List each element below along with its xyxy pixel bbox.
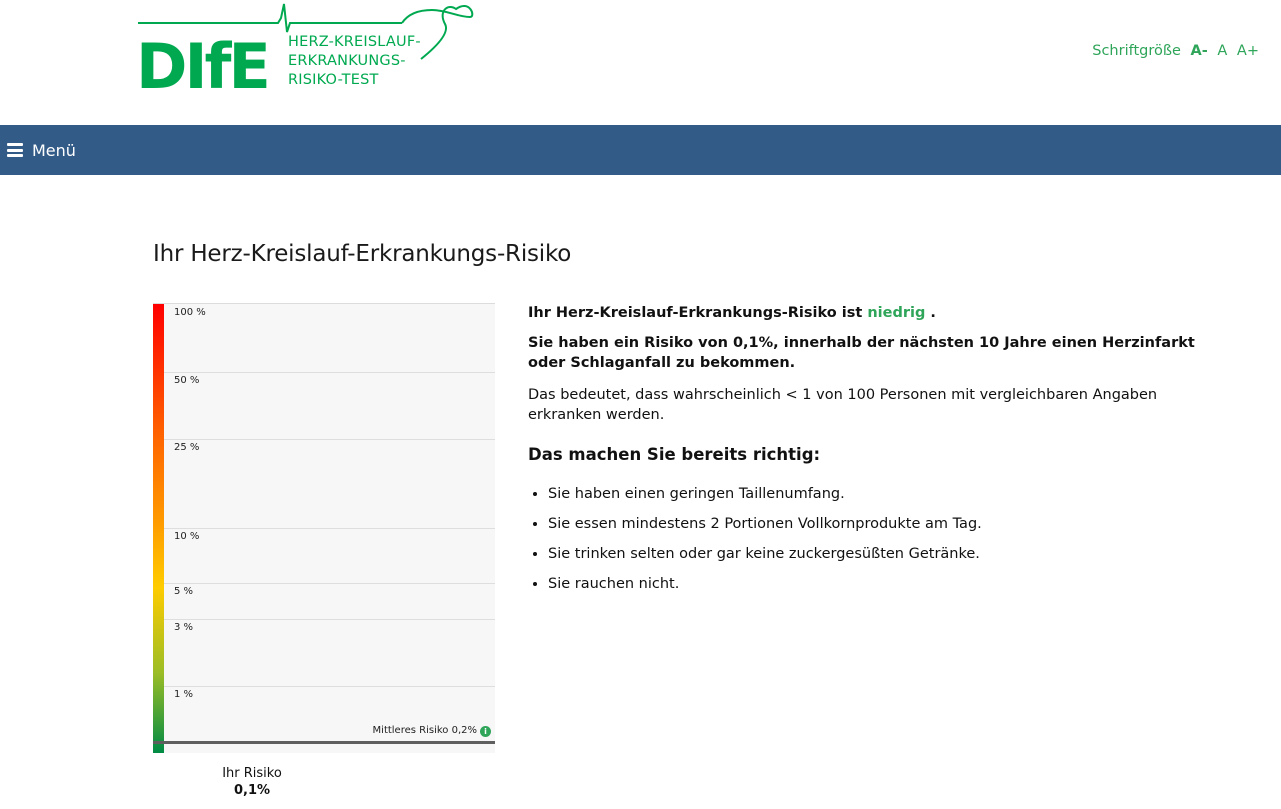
scale-gridline: [164, 528, 495, 529]
risk-chart: [153, 303, 495, 753]
risk-sentence: Sie haben ein Risiko von 0,1%, innerhalb der nächsten 10 Jahre einen Herzinfarkt oder Schlaganfall zu bekommen.: [528, 335, 1195, 371]
your-risk-label: Ihr Risiko: [222, 766, 282, 781]
info-icon[interactable]: i: [480, 726, 491, 737]
list-item: • Sie rauchen nicht.: [548, 574, 1228, 594]
average-risk-label: Mittleres Risiko 0,2%: [372, 725, 477, 736]
scale-tick-label: 10 %: [174, 531, 200, 542]
list-item: • Sie essen mindestens 2 Portionen Vollkornprodukte am Tag.: [548, 514, 1228, 534]
scale-tick-label: 1 %: [174, 689, 194, 700]
your-risk-value: 0,1%: [233, 783, 271, 798]
hamburger-icon: [7, 143, 23, 157]
logo[interactable]: [136, 2, 476, 92]
logo-text: [288, 33, 421, 90]
font-size-controls: [1092, 43, 1259, 59]
list-item: • Sie haben einen geringen Taillenumfang.: [548, 484, 1228, 504]
good-heading: Das machen Sie bereits richtig:: [528, 445, 821, 464]
risk-meaning: Das bedeutet, dass wahrscheinlich < 1 von 100 Personen mit vergleichbaren Angaben erkranken werden.: [528, 387, 1158, 423]
risk-level: niedrig: [867, 305, 926, 321]
font-size-label: Schriftgröße: [1092, 43, 1181, 59]
list-item: • Sie trinken selten oder gar keine zuckergesüßten Getränke.: [548, 544, 1228, 564]
menu-label: Menü: [32, 140, 76, 160]
logo-line: HERZ-KREISLAUF-: [288, 34, 421, 50]
scale-gridline: [164, 439, 495, 440]
font-size-decrease-button[interactable]: A-: [1190, 43, 1208, 59]
navbar: [0, 125, 1281, 175]
risk-intro: Ihr Herz-Kreislauf-Erkrankungs-Risiko ist: [528, 305, 863, 321]
page-title: Ihr Herz-Kreislauf-Erkrankungs-Risiko: [153, 241, 572, 267]
svg-text:DIfE: DIfE: [136, 30, 268, 92]
risk-end: .: [930, 305, 936, 321]
risk-gradient-bar: [153, 304, 164, 753]
scale-tick-label: 5 %: [174, 586, 194, 597]
font-size-increase-button[interactable]: A+: [1236, 43, 1259, 59]
scale-gridline: [164, 619, 495, 620]
average-risk-line: [153, 741, 495, 744]
good-list: [528, 484, 1228, 594]
scale-tick-label: 3 %: [174, 622, 194, 633]
scale-gridline: [164, 583, 495, 584]
risk-level-sentence: [528, 303, 1228, 323]
logo-line: RISIKO-TEST: [288, 72, 379, 88]
logo-line: ERKRANKUNGS-: [288, 53, 406, 69]
scale-tick-label: 25 %: [174, 442, 200, 453]
menu-button[interactable]: [7, 138, 76, 162]
scale-gridline: [164, 686, 495, 687]
scale-tick-label: 100 %: [174, 307, 206, 318]
scale-gridline: [164, 372, 495, 373]
scale-tick-label: 50 %: [174, 375, 200, 386]
your-risk: [212, 766, 292, 798]
font-size-normal-button[interactable]: A: [1217, 43, 1228, 59]
result-panel: [528, 303, 1228, 604]
